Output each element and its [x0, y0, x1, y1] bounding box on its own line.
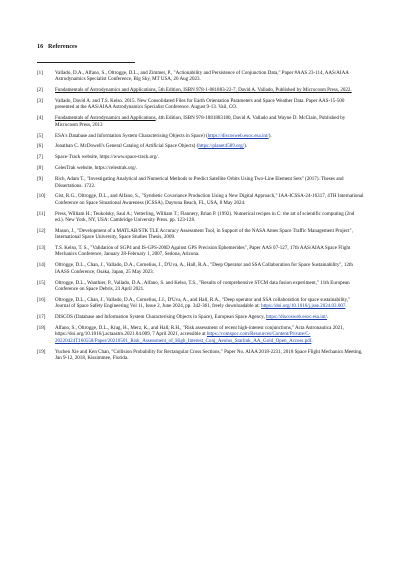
reference-entry — [37, 133, 364, 139]
reference-number: [13] — [37, 245, 46, 252]
reference-link[interactable]: https://planet4589.org/ — [198, 143, 245, 150]
section-number: 16 — [37, 43, 44, 50]
reference-entry — [37, 211, 364, 224]
reference-entry — [37, 193, 364, 206]
reference-text — [55, 165, 137, 171]
reference-text-segment: T.S. Kelso, T. S., "Validation of SGP4 and IS-GPS-200D Against GPS Precision Ephemerides", Paper AAS 07-127, 17th AAS/AIAA Space Flight Mechanics Conference, January 28-February 1, 2007, Sedona, Arizona. — [55, 245, 351, 258]
reference-entry — [37, 262, 364, 275]
reference-number: [10] — [37, 193, 46, 200]
reference-entry — [37, 70, 364, 83]
reference-text-segment: . — [311, 337, 313, 344]
reference-number: [7] — [37, 154, 43, 161]
reference-entry — [37, 297, 364, 310]
reference-entry — [37, 314, 364, 320]
reference-text — [55, 245, 350, 257]
reference-entry — [37, 325, 364, 344]
reference-text — [55, 314, 328, 320]
reference-entry — [37, 115, 364, 128]
reference-entry — [37, 280, 364, 293]
reference-text — [55, 325, 344, 344]
section-heading — [37, 43, 77, 50]
reference-text — [55, 154, 159, 160]
reference-link[interactable]: https://discosweb.esoc.esa.int/ — [266, 314, 328, 321]
reference-text-segment: ). — [244, 143, 248, 150]
reference-text-segment: Yuchen Xie and Ken Chan, "Collision Probability for Rectangular Cross Sections," Paper No. AIAA 2018-2231, 2018 Space Flight Mechanics Meeting, Jan 9-12, 2018, Kissimmee, Florida. — [55, 348, 363, 361]
reference-book-title: Fundamentals of Astrodynamics and Applications, 5th Edition, ISBN 978-1-881883-22-7, David A. Vallado, Published by Microcosm Press, 2022. — [55, 87, 352, 94]
reference-number: [9] — [37, 176, 43, 183]
reference-entry — [37, 165, 364, 171]
reference-text-segment: Rich, Adam T., "Investigating Analytical and Numerical Methods to Predict Satellite Orbits Using Two-Line Element Sets" (2017). Theses and Dissertations. 1722. — [55, 176, 344, 189]
reference-number: [16] — [37, 296, 46, 303]
reference-text — [55, 87, 352, 93]
reference-text-segment: ESA's Database and Information System Characterising Objects in Space) ( — [55, 132, 208, 139]
reference-text-segment: , 4th Edition, ISBN 978-1881883180, David A. Vallado and Wayne D. McClain, Published by Microcosm Press, 2013 — [55, 115, 346, 128]
reference-text — [55, 115, 345, 127]
reference-text-segment: Press, William H.; Teukolsky, Saul A.; Vetterling, William T.; Flannery, Brian P. (1992). Numerical recipes in C: the art of scientific computing (2nd ed.). New York, NY, USA: Cambridge University Press. pp. 123-128. — [55, 210, 355, 223]
reference-number: [4] — [37, 115, 43, 122]
reference-text-segment: . — [345, 303, 347, 310]
reference-text-segment: Oltrogge, D.L., Chan, J., Vallado, D.A., Cornelius, J.J., D'Uva, A., and Hall, R.A., "Deep operator and SSA collaboration for space sustainability," Journal of Space Safety Engineering Vol 11, Issue 2, June 2024, pp. 342-361, freely downloadable at: — [55, 296, 351, 310]
reference-entry — [37, 98, 364, 111]
reference-entry — [37, 87, 364, 93]
reference-number: [1] — [37, 70, 43, 76]
reference-text-segment: Alfano, S., Oltrogge, D.L., Krag, H., Merz, K., and Hall, R.H., "Risk assessment of recent high-interest conjunctions," Acta Astronautica 2021, https://doi.org/10.1016/j.actaastro.2021.04.009, 7 April 2021, accessible at — [55, 324, 344, 338]
reference-number: [12] — [37, 227, 46, 234]
heading-rule — [37, 62, 135, 63]
reference-text-segment: DISCOS (Database and Information System Characterising Objects in Space), European Space Agency, — [55, 314, 267, 321]
reference-text — [55, 176, 344, 188]
section-title: References — [48, 43, 78, 50]
reference-text-segment: Jonathan C. McDowell's General Catalog of Artificial Space Objects) ( — [55, 143, 199, 150]
reference-number: [3] — [37, 98, 43, 105]
reference-text-segment: Vallado, D.A., Alfano, S., Oltrogge, D.L., and Zimmer, P., "Actionability and Persistence of Conjunction Data," Paper #AAS 23-114, AAS/AIAA Astrodynamics Specialist Conference, Big Sky, MT USA, 20 Aug 2023. — [55, 70, 349, 83]
reference-text-segment: Gist, R.G., Oltrogge, D.L., and Alfano, S., "Synthetic Covariance Production Using a New Digital Approach," IAA-ICSSA-24-16317, 4TH International Conference on Space Situational Awareness (ICSSA), Daytona Beach, FL, USA, 8 May 2024. — [55, 193, 364, 206]
reference-text-segment: Space-Track website, https://www.space-track.org/. — [55, 154, 159, 161]
reference-text-segment: Oltrogge, D.L., Chan, J., Vallado, D.A., Cornelius, J., D'Uva, A., Hall, R.A., "Deep Operator and SSA Collaboration for Space Sustainability", 12th IAASS Conference, Osaka, Japan, 25 May 2023. — [55, 262, 353, 275]
reference-link[interactable]: https://comspoc.com/Resources/Content/Private/C-20220424T160558/Paper/20210501_Risk_Assessment_of_High_Interest_Conj_Aeolus_Starlink_AA_Gold_Open_Access.pdf — [55, 331, 312, 344]
reference-text — [55, 262, 353, 274]
reference-text — [55, 70, 349, 82]
reference-number: [8] — [37, 165, 43, 172]
reference-text — [55, 193, 364, 205]
reference-number: [19] — [37, 348, 46, 355]
reference-list — [37, 70, 364, 366]
reference-entry — [37, 176, 364, 189]
reference-text — [55, 143, 247, 149]
reference-text — [55, 280, 350, 292]
reference-text-segment: Oltrogge, D.L., Wauthier, P., Vallado, D.A., Alfano, S. and Kelso, T.S., "Results of comprehensive STCM data fusion experiment," 11th European Conference on Space Debris, 23 April 2021. — [55, 279, 350, 292]
reference-number: [11] — [37, 210, 46, 217]
reference-text-segment: ). — [268, 132, 272, 139]
reference-text — [55, 133, 272, 139]
reference-text — [55, 349, 362, 361]
reference-link[interactable]: https://doi.org/10.1016/j.jsse.2024.03.007 — [261, 303, 346, 310]
reference-text-segment: Mason, J., "Development of a MATLAB/STK TLE Accuracy Assessment Tool, in Support of the NASA Ames Space Traffic Management Project", International Space University, Space Studies Thesis, 2009. — [55, 227, 353, 241]
reference-text-segment: Vallado, David A. and T.S. Kelso. 2015. New Consolidated Files for Earth Orientation Parameters and Space Weather Data. Paper AAS-15-500 presented at the AAS/AIAA Astrodynamics Specialist Conference. August 9-13. Vail, CO. — [55, 98, 345, 111]
reference-entry — [37, 349, 364, 362]
reference-number: [14] — [37, 262, 46, 269]
reference-text — [55, 98, 344, 110]
reference-entry — [37, 245, 364, 258]
reference-entry — [37, 228, 364, 241]
reference-number: [15] — [37, 279, 46, 286]
reference-link[interactable]: https://discosweb.esoc.esa.int/ — [207, 132, 269, 139]
reference-number: [2] — [37, 87, 43, 94]
reference-text-segment: CelesTrak website, https://celestrak.org/. — [55, 165, 138, 172]
reference-text-segment: . — [327, 314, 329, 321]
reference-number: [6] — [37, 143, 43, 150]
reference-number: [5] — [37, 132, 43, 139]
reference-text — [55, 297, 350, 309]
reference-number: [17] — [37, 314, 46, 321]
reference-entry — [37, 143, 364, 149]
reference-entry — [37, 154, 364, 160]
reference-text — [55, 211, 354, 223]
reference-text — [55, 228, 353, 240]
reference-book-title: Fundamentals of Astrodynamics and Applications — [55, 115, 156, 122]
reference-number: [18] — [37, 324, 46, 331]
